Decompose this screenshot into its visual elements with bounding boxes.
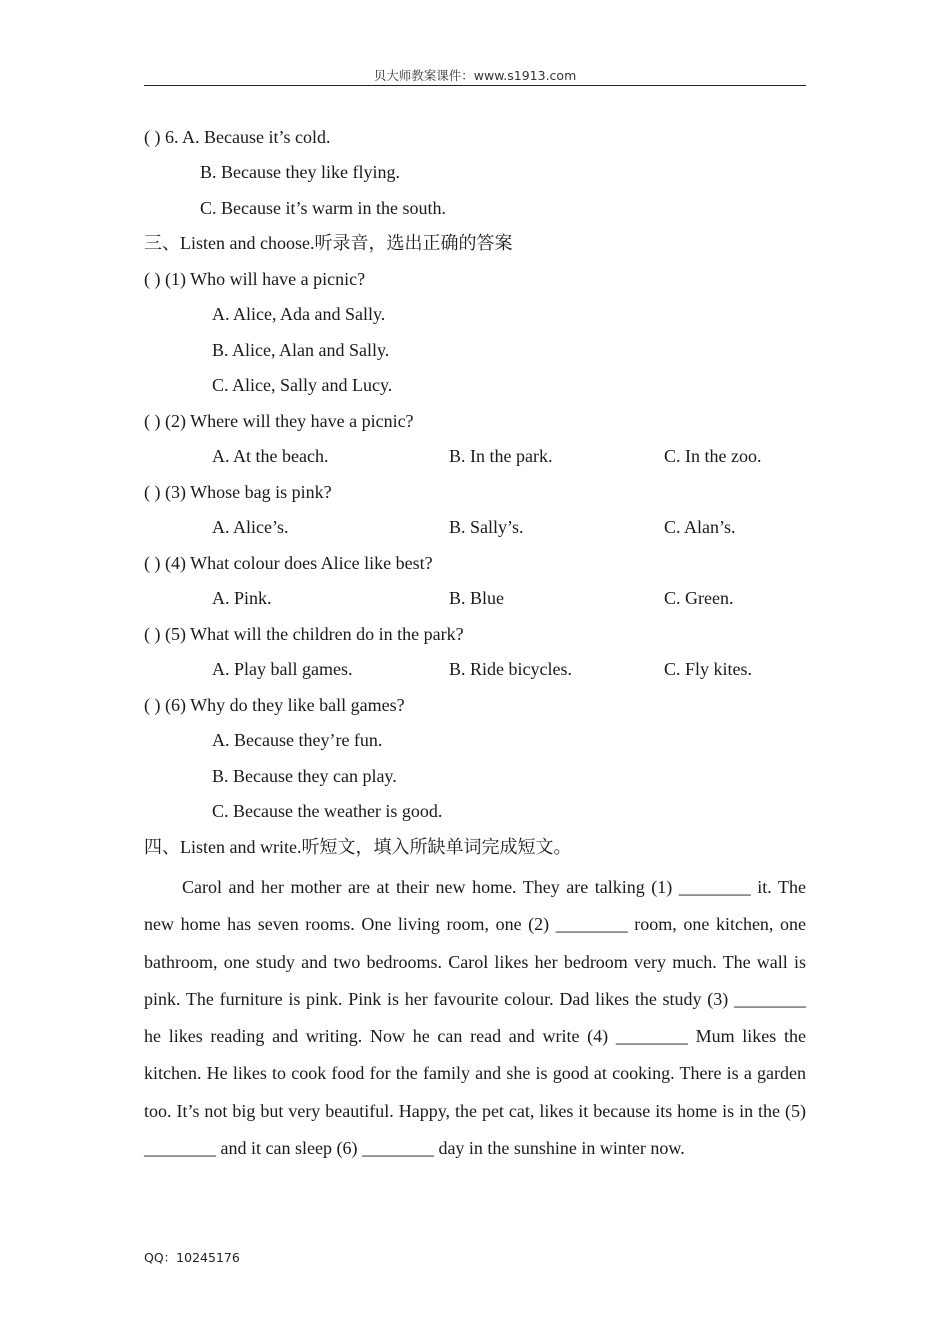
question-6-stem: ( ) 6. A. Because it’s cold. <box>144 127 331 147</box>
question-6-option-b: B. Because they like flying. <box>200 162 400 182</box>
question-5-option-c: C. Fly kites. <box>664 659 753 679</box>
question-1-option-a: A. Alice, Ada and Sally. <box>212 304 386 324</box>
question-3-option-c: C. Alan’s. <box>664 517 736 537</box>
listening-passage: Carol and her mother are at their new home. They are talking (1) ________ it. The new home has seven rooms. One living room, one (2) ________ room, one kitchen, one bathroom, one study and two bedrooms. Carol likes her bedroom very much. The wall is pink. The furniture is pink. Pink is her favourite colour. Dad likes the study (3) ________ he likes reading and writing. Now he can read and write (4) ________ Mum likes the kitchen. He likes to cook food for the family and she is good at cooking. There is a garden too. It’s not big but very beautiful. Happy, the pet cat, likes it because its home is in the (5) ________ and it can sleep (6) ________ day in the sunshine in winter now. <box>144 877 806 1159</box>
question-2-option-c: C. In the zoo. <box>664 446 762 466</box>
question-6b-stem: ( ) (6) Why do they like ball games? <box>144 695 405 715</box>
question-5-option-a: A. Play ball games. <box>212 659 353 679</box>
question-2-stem: ( ) (2) Where will they have a picnic? <box>144 411 414 431</box>
question-3-option-b: B. Sally’s. <box>449 517 524 537</box>
question-1-option-c: C. Alice, Sally and Lucy. <box>212 375 393 395</box>
question-6b-option-c: C. Because the weather is good. <box>212 801 443 821</box>
question-6-option-c: C. Because it’s warm in the south. <box>200 198 446 218</box>
question-3-stem: ( ) (3) Whose bag is pink? <box>144 482 332 502</box>
question-4-stem: ( ) (4) What colour does Alice like best? <box>144 553 433 573</box>
page-footer: QQ：10245176 <box>144 1250 240 1265</box>
section-4-title: 四、Listen and write.听短文，填入所缺单词完成短文。 <box>144 837 572 857</box>
question-3-option-a: A. Alice’s. <box>212 517 289 537</box>
page-header: 贝大师教案课件：www.s1913.com <box>373 68 577 83</box>
question-1-option-b: B. Alice, Alan and Sally. <box>212 340 390 360</box>
question-4-option-a: A. Pink. <box>212 588 272 608</box>
question-5-option-b: B. Ride bicycles. <box>449 659 572 679</box>
question-4-option-b: B. Blue <box>449 588 505 608</box>
question-4-option-c: C. Green. <box>664 588 734 608</box>
question-2-option-a: A. At the beach. <box>212 446 329 466</box>
question-5-stem: ( ) (5) What will the children do in the park? <box>144 624 464 644</box>
question-6b-option-b: B. Because they can play. <box>212 766 397 786</box>
header-rule <box>144 85 806 86</box>
question-1-stem: ( ) (1) Who will have a picnic? <box>144 269 366 289</box>
question-6b-option-a: A. Because they’re fun. <box>212 730 383 750</box>
section-3-title: 三、Listen and choose.听录音，选出正确的答案 <box>144 233 513 253</box>
question-2-option-b: B. In the park. <box>449 446 553 466</box>
